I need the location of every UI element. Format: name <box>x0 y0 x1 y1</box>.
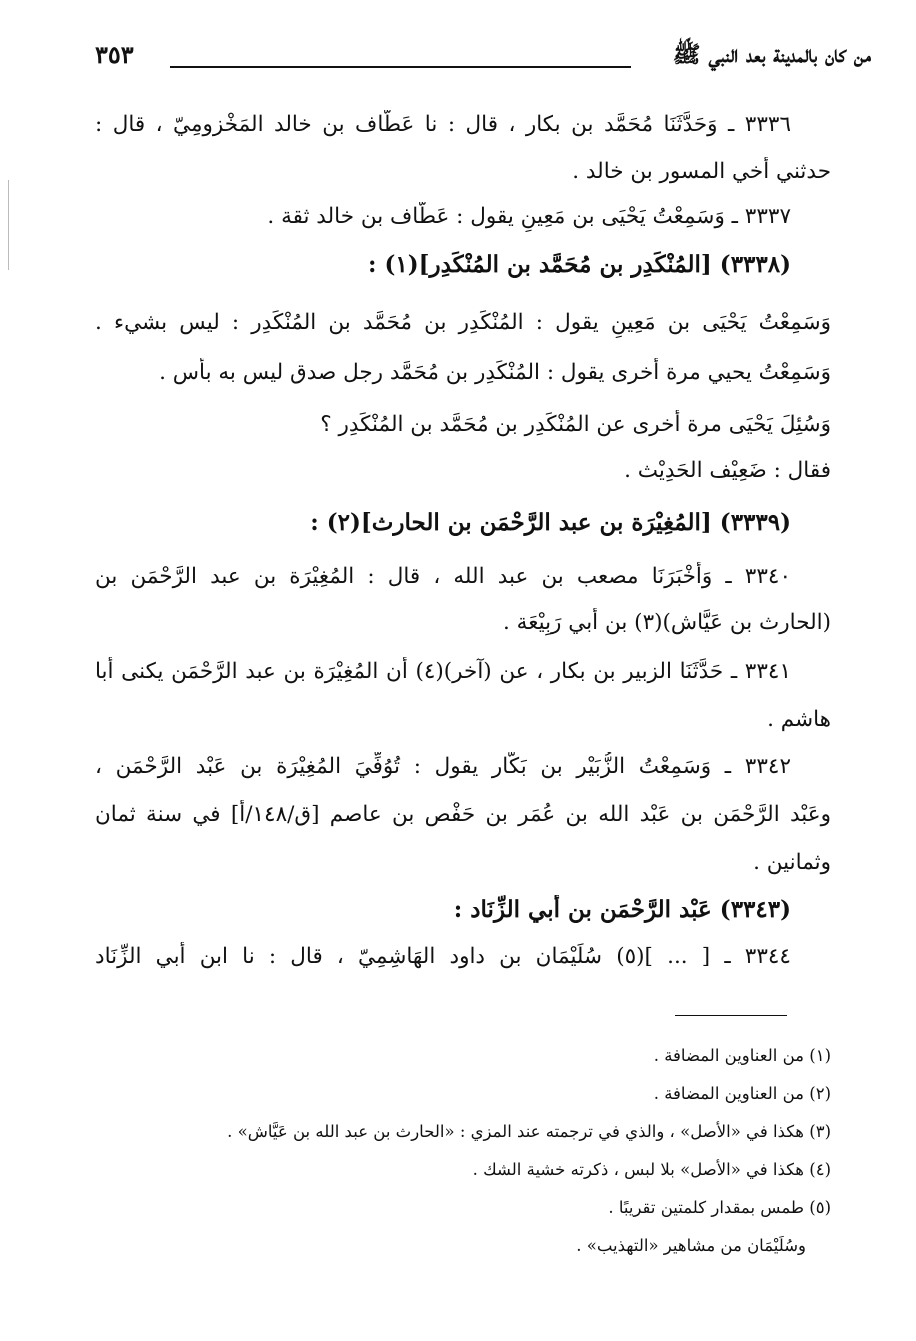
footnote-continuation: وسُلَيْمَان من مشاهير «التهذيب» . <box>576 1236 806 1255</box>
footnote-separator <box>675 1015 787 1016</box>
text-line: ٣٣٤٠ ـ وَأَخْبَرَنَا مصعب بن عبد الله ، قال : المُغِيْرَة بن عبد الرَّحْمَن بن <box>95 564 791 589</box>
text-line: ٣٣٤٢ ـ وَسَمِعْتُ الزُّبَيْر بن بَكَّار يقول : تُوُفِّيَ المُغِيْرَة بن عَبْد الرَّحْمَن ، <box>95 754 791 779</box>
scan-margin-line <box>8 180 10 270</box>
page-header <box>95 40 871 76</box>
page-number: ٣٥٣ <box>95 40 134 69</box>
footnote: (٥) طمس بمقدار كلمتين تقريبًا . <box>608 1198 831 1217</box>
section-heading: (٣٣٣٩) [المُغِيْرَة بن عبد الرَّحْمَن بن الحارث](٢) : <box>310 509 791 536</box>
text-line: ٣٣٤١ ـ حَدَّثَنَا الزبير بن بكار ، عن (آخر)(٤) أن المُغِيْرَة بن عبد الرَّحْمَن يكنى أبا <box>95 659 791 684</box>
section-heading: (٣٣٤٣) عَبْد الرَّحْمَن بن أبي الزِّنَاد : <box>453 896 791 923</box>
footnote: (١) من العناوين المضافة . <box>653 1046 831 1065</box>
header-rule <box>170 66 631 68</box>
text-line: وَسُئِلَ يَحْيَى مرة أخرى عن المُنْكَدِر بن مُحَمَّد بن المُنْكَدِر ؟ <box>320 412 831 437</box>
text-line: ٣٣٣٦ ـ وَحَدَّثَنَا مُحَمَّد بن بكار ، قال : نا عَطَّاف بن خالد المَخْزومِيّ ، قال : <box>95 112 791 137</box>
text-line: حدثني أخي المسور بن خالد . <box>572 159 831 184</box>
footnote: (٣) هكذا في «الأصل» ، والذي في ترجمته عند المزي : «الحارث بن عبد الله بن عَيَّاش» . <box>227 1122 831 1141</box>
text-line: وثمانين . <box>753 850 831 875</box>
text-line: وَسَمِعْتُ يحيي مرة أخرى يقول : المُنْكَدِر بن مُحَمَّد رجل صدق ليس به بأس . <box>159 360 831 385</box>
footnote: (٤) هكذا في «الأصل» بلا لبس ، ذكرته خشية الشك . <box>472 1160 831 1179</box>
text-line: ٣٣٣٧ ـ وَسَمِعْتُ يَحْيَى بن مَعِينٍ يقول : عَطَّاف بن خالد ثقة . <box>267 204 791 229</box>
text-line: ٣٣٤٤ ـ [ ... ](٥) سُلَيْمَان بن داود الهَاشِمِيّ ، قال : نا ابن أبي الزِّنَاد <box>95 944 791 969</box>
section-heading: (٣٣٣٨) [المُنْكَدِر بن مُحَمَّد بن المُنْكَدِر](١) : <box>367 251 791 278</box>
running-title: من كان بالمدينة بعد النبي ﷺ <box>672 41 871 68</box>
text-line: وَسَمِعْتُ يَحْيَى بن مَعِينٍ يقول : المُنْكَدِر بن مُحَمَّد بن المُنْكَدِر : ليس بشيء . <box>95 310 831 335</box>
text-line: (الحارث بن عَيَّاش)(٣) بن أبي رَبِيْعَة . <box>503 610 831 635</box>
text-line: فقال : ضَعِيْف الحَدِيْث . <box>624 458 831 483</box>
text-line: وعَبْد الرَّحْمَن بن عَبْد الله بن عُمَر بن حَفْص بن عاصم [ق/١٤٨/أ] في سنة ثمان <box>95 802 831 827</box>
text-line: هاشم . <box>767 707 831 732</box>
footnote: (٢) من العناوين المضافة . <box>653 1084 831 1103</box>
